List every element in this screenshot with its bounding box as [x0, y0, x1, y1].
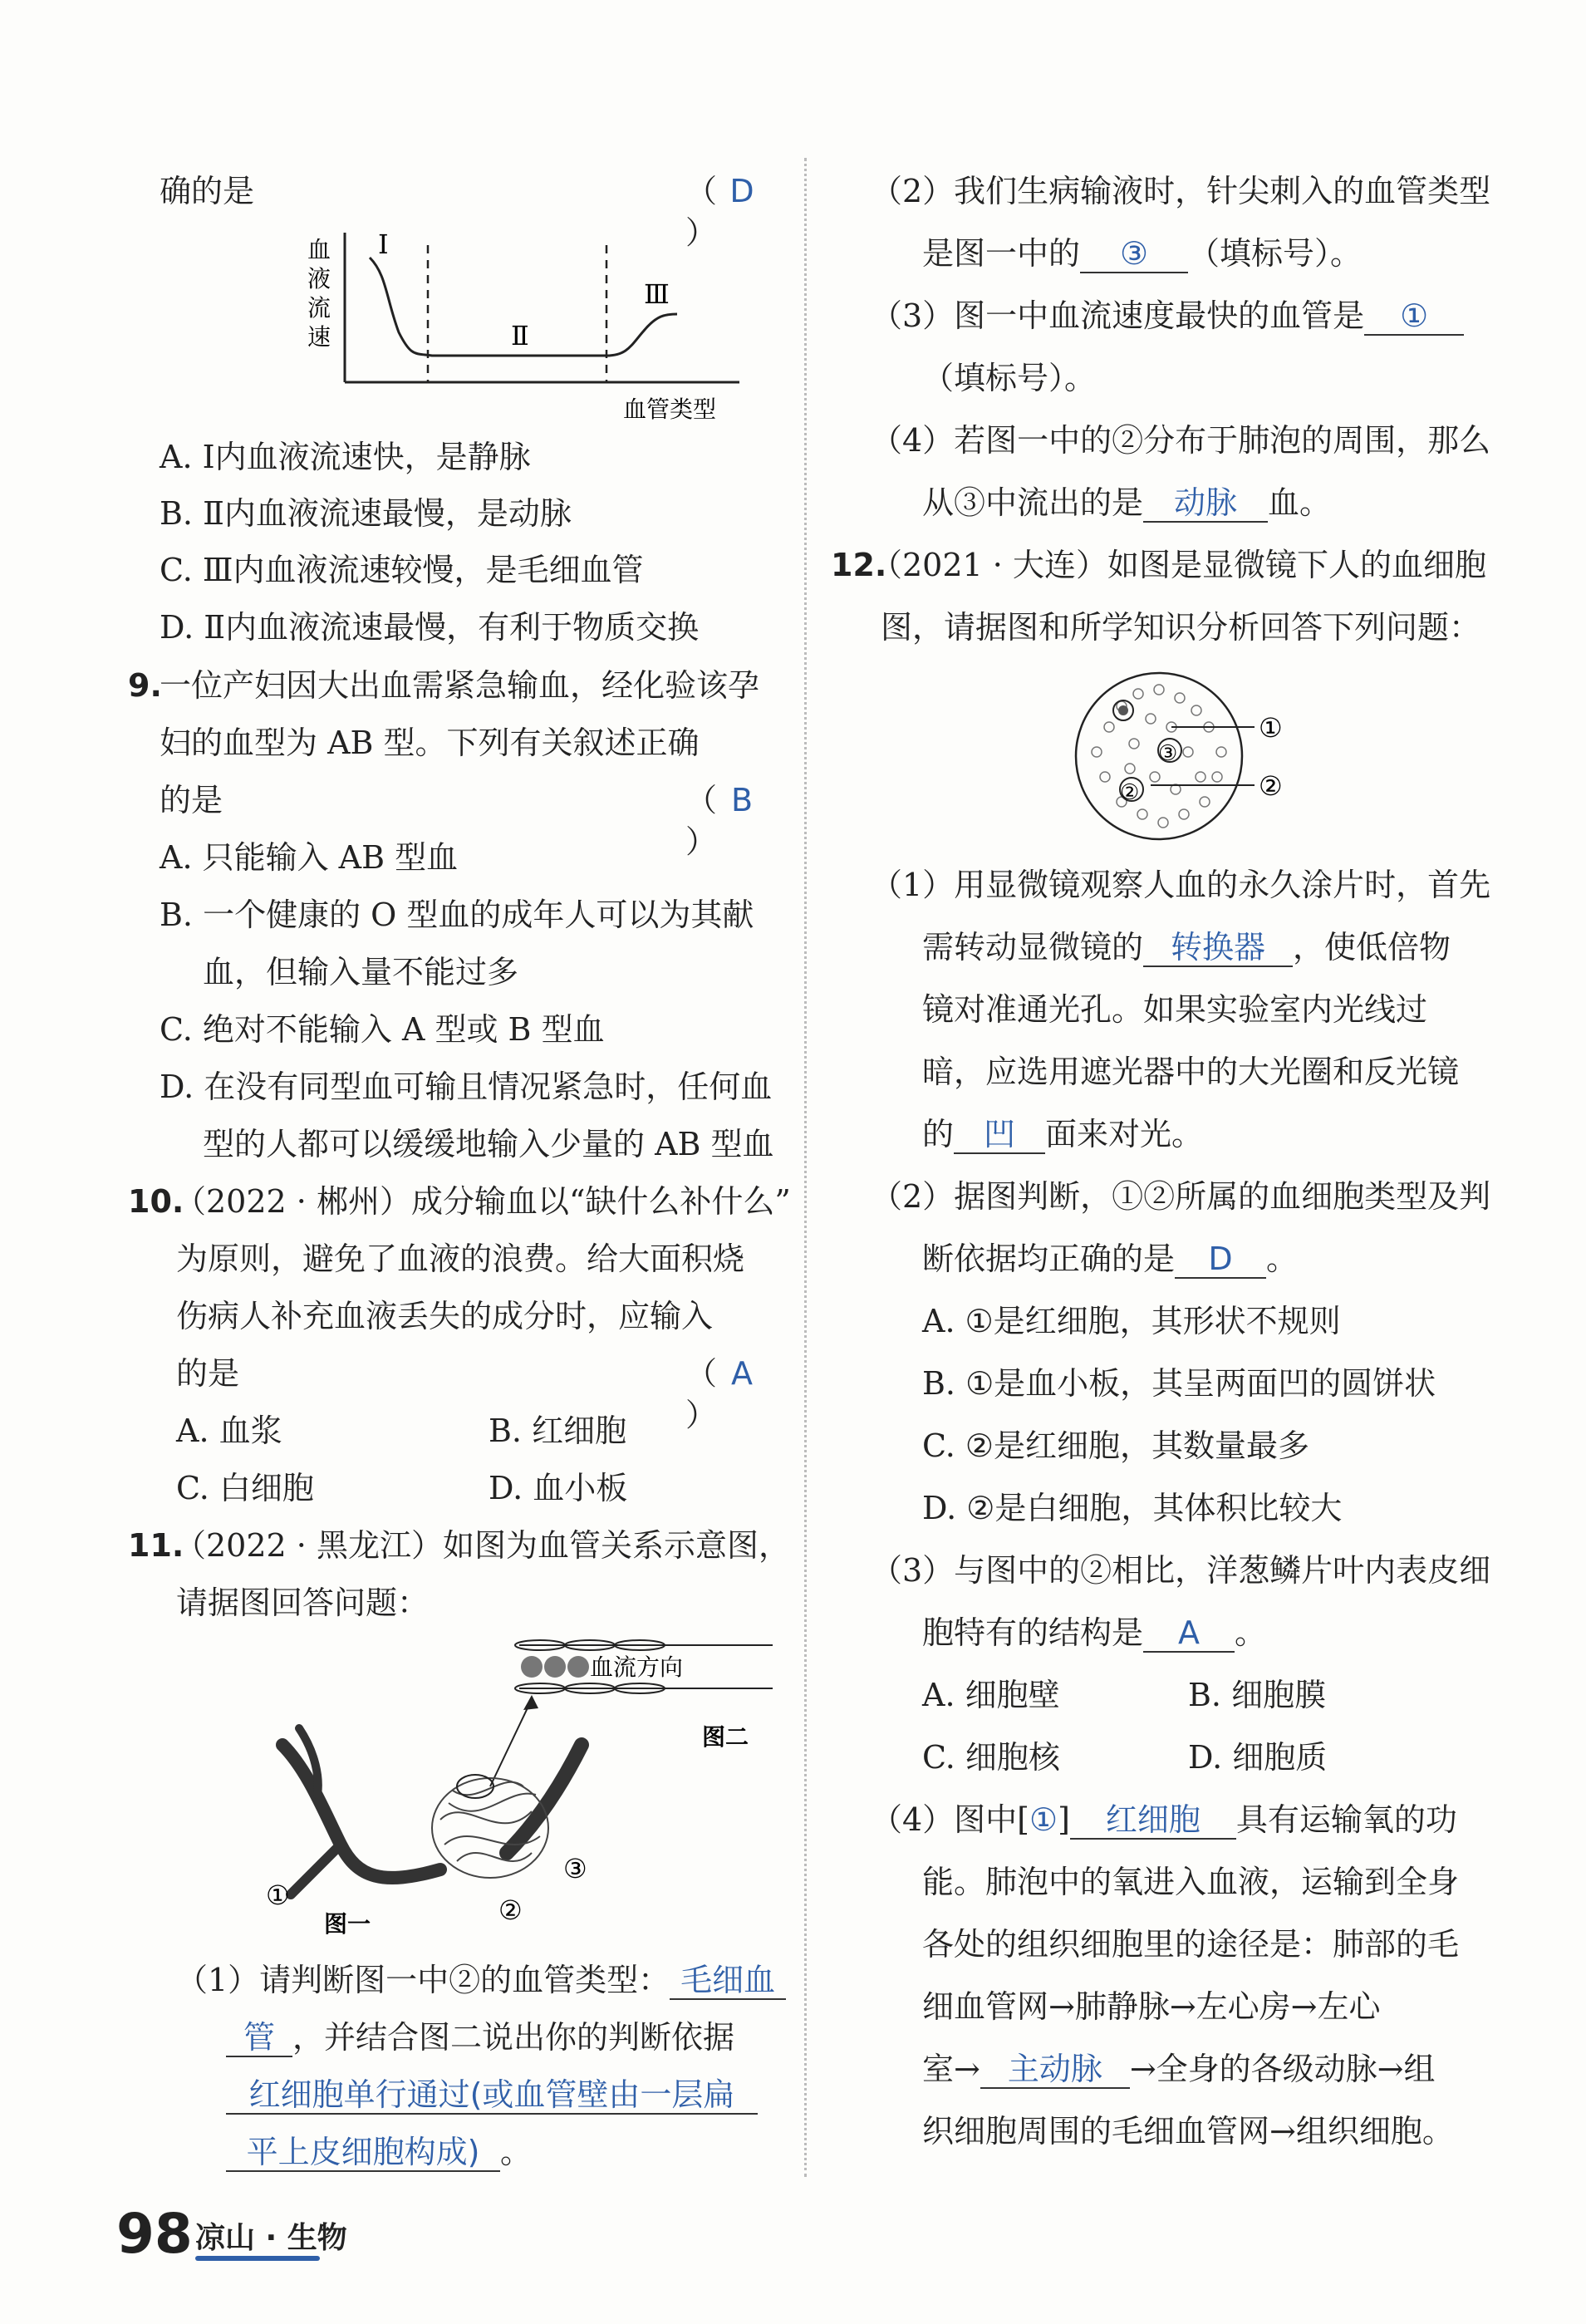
q11-sub1-mid: ，并结合图二说出你的判断依据 — [292, 2019, 735, 2056]
fig1-mark-1: ① — [266, 1879, 290, 1911]
q12-sub2-c: 。 — [1266, 1241, 1299, 1277]
fig1-vessel-right — [507, 1745, 582, 1853]
q12-sub1-ans1: 转换器 — [1143, 929, 1293, 967]
q12-sub1-f: 的 — [922, 1116, 955, 1152]
chart-y-label-2: 液 — [307, 265, 331, 292]
q12-sub1-line1: （1）用显微镜观察人血的永久涂片时，首先 — [871, 867, 1491, 903]
page-number: 98 — [116, 2202, 193, 2266]
q11-sub1-line3 — [226, 2074, 758, 2115]
fig2-rbc-2 — [544, 1656, 566, 1678]
q11-stem-1: （2022 · 黑龙江）如图为血管关系示意图， — [174, 1527, 790, 1564]
q12-sub4-line2: 能。肺泡中的氧进入血液，运输到全身 — [922, 1864, 1460, 1900]
q11-sub3-line1 — [871, 295, 1464, 337]
q12-sub1-c: ，使低倍物 — [1293, 929, 1451, 965]
fig-link-arrowhead — [523, 1695, 538, 1710]
q11-number: 11. — [128, 1527, 184, 1564]
q11-stem-2: 请据图回答问题： — [176, 1585, 430, 1621]
q12-sub4-a1: （4）图中[ — [871, 1801, 1030, 1838]
smear-mark-1: ① — [1259, 712, 1283, 744]
fig1-mark-3: ③ — [563, 1853, 587, 1884]
q11-sub3-a: （3）图一中血流速度最快的血管是 — [871, 297, 1365, 334]
fig2-caption: 图二 — [702, 1723, 749, 1751]
q11-sub3-ans: ① — [1364, 297, 1464, 336]
q9-stem-3: 的是 — [160, 782, 223, 818]
q8-stem-tail: 确的是 — [160, 173, 255, 209]
q11-sub4-line1: （4）若图一中的②分布于肺泡的周围，那么 — [871, 422, 1491, 459]
q12-sub4-e2: →全身的各级动脉→组 — [1129, 2051, 1436, 2087]
q11-sub4-line2 — [922, 482, 1331, 523]
fig1-vessel-stem — [291, 1845, 341, 1894]
q11-vessel-figure — [258, 1629, 773, 1936]
q9-stem-2: 妇的血型为 AB 型。下列有关叙述正确 — [160, 725, 700, 761]
q11-sub2-line1: （2）我们生病输液时，针尖刺入的血管类型 — [871, 173, 1491, 209]
q12-number: 12. — [831, 547, 887, 583]
q9-answer-paren: （ B） — [685, 779, 789, 862]
q11-sub1-line4 — [226, 2131, 532, 2173]
q10-stem-3: 伤病人补充血液丢失的成分时，应输入 — [176, 1298, 714, 1334]
q9-option-b-cont: 血，但输入量不能过多 — [203, 954, 519, 990]
smear-mark-3: ③ — [1158, 741, 1178, 766]
q10-stem-2: 为原则，避免了血液的浪费。给大面积烧 — [176, 1241, 745, 1277]
q10-number: 10. — [128, 1183, 184, 1220]
q12-sub1-b: 需转动显微镜的 — [922, 929, 1144, 965]
q12-sub4-a3: 具有运输氧的功 — [1235, 1801, 1457, 1838]
q12-sub4-ans2: 红细胞 — [1070, 1801, 1236, 1840]
q8-answer: D — [729, 173, 754, 209]
fig1-vessel-left — [282, 1745, 440, 1878]
q12-sub4-line3: 各处的组织细胞里的途径是：肺部的毛 — [922, 1926, 1460, 1963]
q9-number: 9. — [128, 667, 162, 704]
q11-sub2-ans: ③ — [1080, 235, 1188, 273]
chart-seg-3: Ⅲ — [644, 278, 670, 310]
q12-sub1-line4: 暗，应选用遮光器中的大光圈和反光镜 — [922, 1054, 1460, 1090]
q12-sub2-option-b: B. ①是血小板，其呈两面凹的圆饼状 — [922, 1365, 1436, 1402]
q11-sub1-ans1b: 管 — [226, 2019, 292, 2057]
q12-sub3-option-d: D. 细胞质 — [1188, 1739, 1328, 1776]
q12-sub4-line6: 织细胞周围的毛细血管网→组织细胞。 — [922, 2113, 1454, 2150]
q12-sub1-line2 — [922, 926, 1451, 968]
q8-option-b: B. Ⅱ内血液流速最慢，是动脉 — [160, 495, 572, 532]
q11-sub1-ans2a: 红细胞单行通过(或血管壁由一层扁 — [226, 2076, 758, 2115]
chart-y-label-3: 流 — [307, 294, 331, 322]
smear-mark-2-inner: ② — [1120, 780, 1140, 805]
q11-sub3-line2: （填标号）。 — [922, 360, 1097, 396]
q8-option-a: A. Ⅰ内血液流速快，是静脉 — [160, 439, 531, 475]
q11-sub1-pre: （1）请判断图一中②的血管类型： — [176, 1962, 670, 1998]
footer-title: 凉山 · 生物 — [195, 2221, 347, 2255]
q12-sub4-ans1: ① — [1029, 1801, 1058, 1838]
q10-option-b: B. 红细胞 — [489, 1413, 627, 1449]
q11-sub1-line2 — [226, 2017, 734, 2058]
q9-stem-1: 一位产妇因大出血需紧急输血，经化验该孕 — [160, 667, 760, 704]
column-divider — [804, 158, 807, 2177]
q12-sub2-ans: D — [1175, 1241, 1266, 1279]
q10-option-d: D. 血小板 — [489, 1470, 628, 1506]
q12-stem-2: 图，请据图和所学知识分析回答下列问题： — [881, 609, 1481, 646]
q9-option-d: D. 在没有同型血可输且情况紧急时，任何血 — [160, 1069, 773, 1105]
q11-sub4-ans: 动脉 — [1143, 484, 1268, 523]
q12-sub1-g: 面来对光。 — [1045, 1116, 1204, 1152]
q12-sub4-line4: 细血管网→肺静脉→左心房→左心 — [922, 1988, 1381, 2025]
footer-accent-bar — [195, 2256, 320, 2261]
q10-answer: A — [731, 1355, 754, 1392]
fig1-mark-2: ② — [498, 1894, 523, 1926]
q12-sub1-ans2: 凹 — [954, 1116, 1045, 1154]
q10-option-c: C. 白细胞 — [176, 1470, 314, 1506]
q12-sub4-a2: ] — [1058, 1801, 1070, 1838]
q12-sub2-option-a: A. ①是红细胞，其形状不规则 — [922, 1303, 1341, 1339]
q12-sub1-line3: 镜对准通光孔。如果实验室内光线过 — [922, 991, 1428, 1028]
q12-sub3-c: 。 — [1235, 1614, 1267, 1651]
chart-seg-2: Ⅱ — [511, 320, 529, 351]
fig2-flow-text: 血流方向 — [590, 1653, 684, 1681]
smear-mark-2: ② — [1259, 770, 1283, 802]
chart-y-label-1: 血 — [307, 236, 331, 263]
fig1-caption: 图一 — [324, 1910, 371, 1936]
q11-sub1-end: 。 — [500, 2134, 533, 2170]
q12-sub4-e1: 室→ — [922, 2051, 980, 2087]
q11-sub4-b: 从③中流出的是 — [922, 484, 1144, 521]
q11-sub2-line2 — [922, 233, 1362, 274]
q8-answer-paren: （ D） — [685, 170, 789, 253]
q9-option-a: A. 只能输入 AB 型血 — [160, 839, 459, 876]
q12-sub2-option-c: C. ②是红细胞，其数量最多 — [922, 1427, 1309, 1464]
q10-answer-paren: （ A） — [685, 1353, 789, 1436]
q11-sub2-c: （填标号）。 — [1188, 235, 1363, 272]
q10-stem-4: 的是 — [176, 1355, 240, 1392]
q9-option-b: B. 一个健康的 O 型血的成年人可以为其献 — [160, 897, 754, 933]
fig2-rbc-3 — [567, 1656, 589, 1678]
q12-sub3-option-b: B. 细胞膜 — [1188, 1677, 1327, 1713]
q12-stem-1: （2021 · 大连）如图是显微镜下人的血细胞 — [871, 547, 1486, 583]
q11-sub1-ans1a: 毛细血 — [670, 1962, 786, 2000]
q12-sub3-option-c: C. 细胞核 — [922, 1739, 1060, 1776]
q8-option-c: C. Ⅲ内血液流速较慢，是毛细血管 — [160, 552, 644, 588]
q11-sub1-line1 — [176, 1959, 786, 2001]
q12-sub2-line1: （2）据图判断，①②所属的血细胞类型及判 — [871, 1178, 1491, 1215]
smear-wbc-1-nucleus — [1118, 705, 1128, 715]
q8-option-d: D. Ⅱ内血液流速最慢，有利于物质交换 — [160, 609, 700, 646]
q9-option-c: C. 绝对不能输入 A 型或 B 型血 — [160, 1011, 605, 1048]
fig2-capillary — [515, 1640, 773, 1693]
q9-answer: B — [730, 782, 754, 818]
chart-seg-1: Ⅰ — [378, 228, 389, 260]
q12-sub2-line2 — [922, 1238, 1298, 1280]
q12-sub4-line5 — [922, 2048, 1436, 2090]
q12-blood-smear-figure — [1072, 669, 1321, 848]
q11-sub4-c: 血。 — [1268, 484, 1332, 521]
q12-sub2-b: 断依据均正确的是 — [922, 1241, 1176, 1277]
q11-sub1-ans2b: 平上皮细胞构成) — [226, 2134, 500, 2172]
fig2-rbc-1 — [521, 1656, 543, 1678]
q12-sub3-line1: （3）与图中的②相比，洋葱鳞片叶内表皮细 — [871, 1552, 1491, 1589]
q12-sub2-option-d: D. ②是白细胞，其体积比较大 — [922, 1490, 1343, 1526]
q10-stem-1: （2022 · 郴州）成分输血以“缺什么补什么” — [174, 1183, 791, 1220]
q12-sub4-line1 — [871, 1799, 1457, 1840]
q12-sub4-ans3: 主动脉 — [980, 2051, 1130, 2089]
q12-sub3-b: 胞特有的结构是 — [922, 1614, 1144, 1651]
chart-x-label: 血管类型 — [623, 396, 717, 423]
q9-option-d-cont: 型的人都可以缓缓地输入少量的 AB 型血 — [203, 1126, 774, 1162]
q10-option-a: A. 血浆 — [176, 1413, 282, 1449]
q12-sub1-line5 — [922, 1113, 1203, 1155]
chart-y-label-4: 速 — [307, 323, 331, 351]
q8-velocity-chart — [307, 224, 773, 424]
fig-link-arrow — [490, 1699, 532, 1786]
q12-sub3-line2 — [922, 1612, 1266, 1653]
q12-sub3-option-a: A. 细胞壁 — [922, 1677, 1060, 1713]
q11-sub2-b: 是图一中的 — [922, 235, 1081, 272]
q12-sub3-ans: A — [1143, 1614, 1235, 1653]
